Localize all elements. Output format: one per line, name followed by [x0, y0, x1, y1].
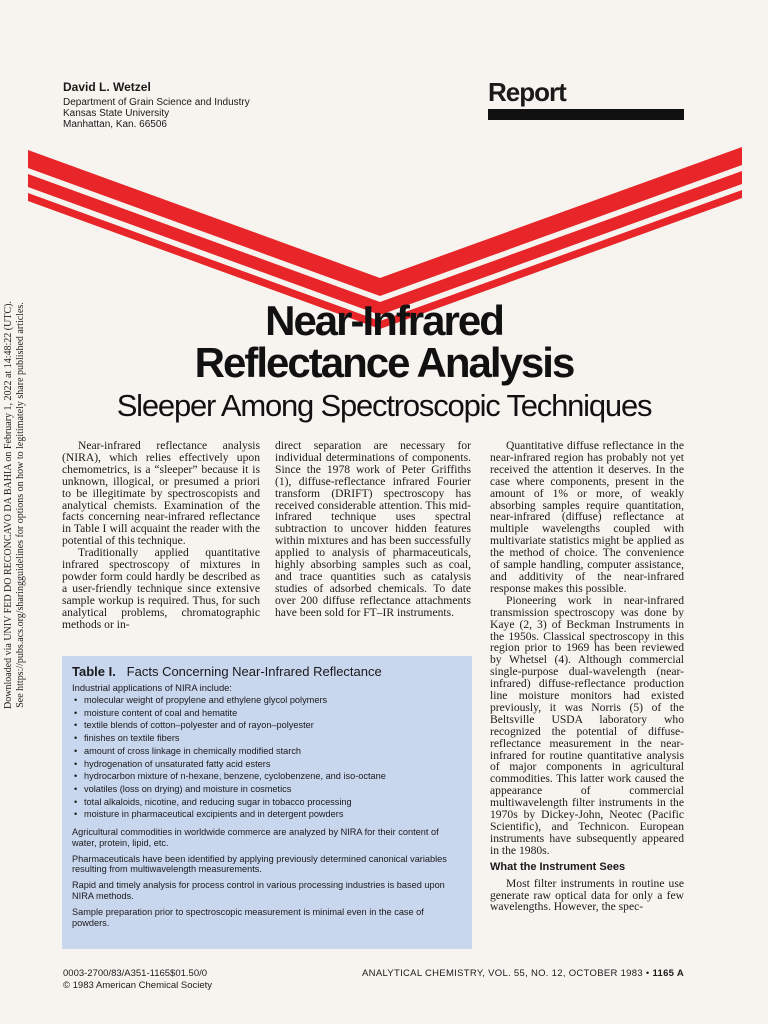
download-note-line-2: See https://pubs.acs.org/sharingguidelines for options on how to legitimately share published articles. [15, 302, 26, 708]
article-title-line-2: Reflectance Analysis [194, 339, 574, 386]
list-item: • total alkaloids, nicotine, and reducing sugar in tobacco processing [72, 796, 462, 809]
section-label: Report [488, 77, 566, 107]
footer-left [63, 968, 212, 992]
paragraph: Traditionally applied quantitative infrared spectroscopy of mixtures in powder form could hardly be described as a user-friendly technique since extensive sample workup is required. Thus, for such analytical problems, chromatographic methods or in- [62, 546, 260, 631]
body-column-1 [62, 440, 260, 631]
paragraph: Quantitative diffuse reflectance in the near-infrared region has probably not yet received the attention it deserves. In the case where components, present in the amount of 1% or more, of weakly absorbing samples require quantitation, near-infrared (diffuse) reflectance at multiple wavelengths coupled with multivariate statistics might be applied as the method of choice. The convenience of sample handling, computer assistance, and additivity of the near-infrared response makes this possible. [490, 439, 684, 595]
list-item: • molecular weight of propylene and ethylene glycol polymers [72, 694, 462, 707]
download-note-line-1: Downloaded via UNIV FED DO RECONCAVO DA BAHIA on February 1, 2022 at 14:48:22 (UTC). [3, 301, 14, 709]
facts-table-box [62, 656, 472, 949]
affiliation-line: Kansas State University [63, 108, 170, 119]
paragraph: direct separation are necessary for individual determinations of components. Since the 1978 work of Peter Griffiths (1), diffuse-reflectance infrared Fourier transform (DRIFT) spectroscopy has received considerable attention. This mid-infrared technique uses spectral subtraction to uncover hidden features within mixtures and has been successfully applied to analysis of pharmaceuticals, highly absorbing samples such as coal, and trace quantities such as catalysis studies of adsorbed chemicals. To date over 200 diffuse reflectance attachments have been sold for FT–IR instruments. [275, 439, 471, 619]
section-rule [488, 109, 684, 120]
article-code: 0003-2700/83/A351-1165$01.50/0 [63, 968, 208, 979]
body-column-3 [490, 440, 684, 913]
copyright-notice: © 1983 American Chemical Society [63, 980, 213, 991]
list-item: • moisture content of coal and hematite [72, 707, 462, 720]
paragraph: Pioneering work in near-infrared transmission spectroscopy was done by Kaye (2, 3) of Beckman Instruments in the 1950s. Classical spectroscopy in this region prior to 1969 has been reviewed by Whetsel (4). Although commercial single-purpose dual-wavelength (near-infrared) diffuse-reflectance production line moisture monitors had existed previously, it was Norris (5) of the Beltsville USDA laboratory who recognized the potential of diffuse-reflectance measurement in the near-infrared for routine quantitative analysis of major components in agricultural commodities. This latter work caused the appearance of commercial multiwavelength filter instruments in the 1970s by Dickey-John, Neotec (Pacific Scientific), and Technicon. European instruments have subsequently appeared in the 1980s. [490, 593, 684, 857]
table-intro: Industrial applications of NIRA include: [72, 682, 232, 693]
table-paragraph: Rapid and timely analysis for process control in various processing industries is based upon NIRA methods. [72, 880, 445, 902]
list-item: • textile blends of cotton–polyester and of rayon–polyester [72, 719, 462, 732]
author-name: David L. Wetzel [63, 80, 151, 94]
article-subtitle: Sleeper Among Spectroscopic Techniques [116, 388, 652, 423]
section-heading: What the Instrument Sees [490, 860, 626, 873]
list-item: • hydrogenation of unsaturated fatty acid esters [72, 758, 462, 771]
applications-list [72, 694, 462, 821]
table-paragraph: Agricultural commodities in worldwide commerce are analyzed by NIRA for their content of water, protein, lipid, etc. [72, 827, 439, 848]
journal-citation: ANALYTICAL CHEMISTRY, VOL. 55, NO. 12, OCTOBER 1983 • [362, 968, 650, 979]
list-item: • volatiles (loss on drying) and moisture in cosmetics [72, 783, 462, 796]
list-item: • amount of cross linkage in chemically modified starch [72, 745, 462, 758]
table-label: Table I. [72, 664, 116, 679]
page-number: 1165 A [652, 968, 684, 979]
affiliation-line: Department of Grain Science and Industry [63, 97, 250, 108]
author-block [63, 80, 250, 130]
list-item: • moisture in pharmaceutical excipients and in detergent powders [72, 808, 462, 821]
paragraph: Most filter instruments in routine use generate raw optical data for only a few wavelengths. However, the spec- [490, 876, 684, 914]
footer-right [340, 968, 684, 979]
list-item: • finishes on textile fibers [72, 732, 462, 745]
table-paragraph: Sample preparation prior to spectroscopic measurement is minimal even in the case of powders. [72, 906, 424, 928]
list-item: • hydrocarbon mixture of n-hexane, benzene, cyclobenzene, and iso-octane [72, 770, 462, 783]
paragraph: Near-infrared reflectance analysis (NIRA), which relies effectively upon chemometrics, is a “sleeper” because it is unknown, illogical, or presumed a priori to be illegitimate by spectroscopists and analytical chemists. Examination of the facts concerning near-infrared reflectance in Table I will acquaint the reader with the potential of this technique. [62, 439, 260, 548]
table-paragraph: Pharmaceuticals have been identified by applying previously determined canonical variables resulting from multiwavelength measurements. [72, 853, 447, 875]
table-title [72, 664, 462, 679]
table-heading: Facts Concerning Near-Infrared Reflectance [126, 664, 382, 679]
affiliation-line: Manhattan, Kan. 66506 [63, 119, 167, 130]
article-title-line-1: Near-Infrared [265, 297, 503, 344]
title-block [0, 297, 768, 426]
body-column-2 [275, 440, 471, 619]
